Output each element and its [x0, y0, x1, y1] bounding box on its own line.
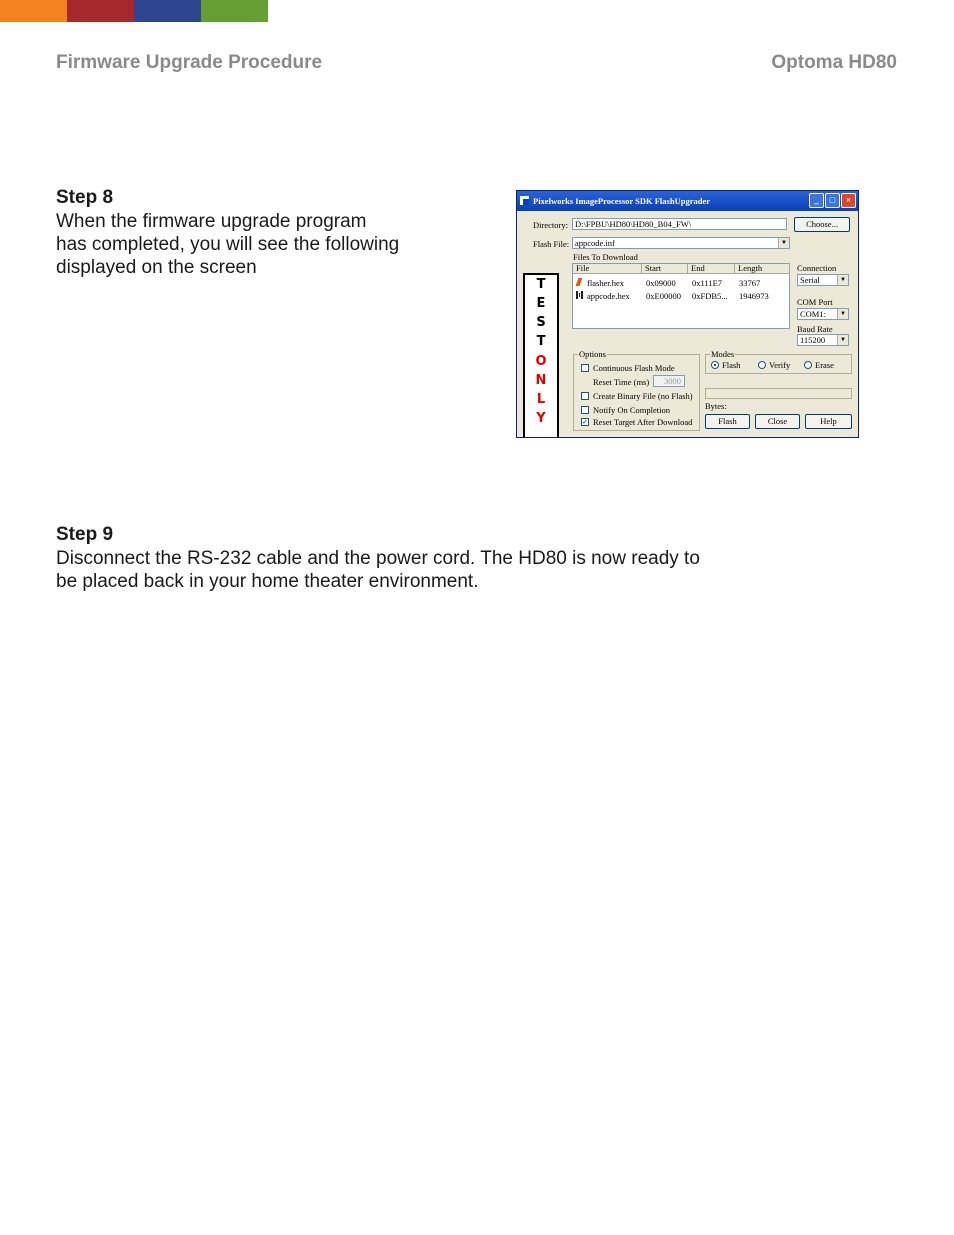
step8-line: displayed on the screen [56, 257, 257, 278]
row-end: 0x111E7 [692, 278, 723, 288]
mode-erase-radio[interactable] [804, 361, 812, 369]
notify-checkbox[interactable] [581, 406, 589, 414]
directory-label: Directory: [533, 220, 568, 230]
watermark-letter: L [536, 392, 546, 407]
row-length: 33767 [739, 278, 761, 288]
watermark-letter: S [536, 315, 546, 330]
flash-button[interactable]: Flash [705, 414, 750, 429]
row-file: appcode.hex [587, 291, 630, 301]
chevron-down-icon[interactable]: ▼ [837, 309, 848, 319]
row-file: flasher.hex [587, 278, 625, 288]
notify-label: Notify On Completion [593, 405, 670, 415]
step9-text [56, 547, 700, 593]
document-title: Firmware Upgrade Procedure [56, 52, 323, 73]
bytes-label: Bytes: [705, 401, 727, 411]
options-group [573, 349, 700, 431]
reset-time-input[interactable]: 3000 [653, 375, 685, 387]
baud-rate-select[interactable] [797, 334, 849, 346]
color-block-green [201, 0, 268, 22]
files-to-download-label: Files To Download [573, 252, 638, 262]
connection-select[interactable] [797, 274, 849, 286]
create-binary-checkbox[interactable] [581, 392, 589, 400]
maximize-icon[interactable]: □ [825, 193, 840, 208]
color-block-blue [134, 0, 201, 22]
step8-line: When the firmware upgrade program [56, 211, 367, 232]
product-name: Optoma HD80 [771, 52, 897, 73]
color-block-red [67, 0, 134, 22]
directory-input[interactable]: D:\FPBU\HD80\HD80_B04_FW\ [572, 218, 787, 230]
com-port-select[interactable] [797, 308, 849, 320]
chevron-down-icon[interactable]: ▼ [778, 238, 789, 248]
watermark-letter: Y [536, 411, 546, 426]
reset-target-label: Reset Target After Download [593, 417, 693, 427]
connection-value: Serial [800, 275, 820, 285]
flash-upgrader-dialog [516, 190, 859, 438]
options-label: Options [579, 349, 606, 359]
reset-time-label: Reset Time (ms) [593, 377, 650, 387]
baud-rate-value: 115200 [800, 335, 826, 345]
row-start: 0x09000 [646, 278, 676, 288]
modes-group [705, 349, 852, 374]
com-port-label: COM Port [797, 297, 833, 307]
step9-line: Disconnect the RS-232 cable and the power cord. The HD80 is now ready to [56, 548, 700, 569]
watermark-letter: T [536, 277, 546, 292]
step8-line: has completed, you will see the following [56, 234, 400, 255]
watermark-letter: E [536, 296, 546, 311]
app-icon [520, 196, 529, 205]
choose-button[interactable]: Choose... [794, 217, 850, 232]
flash-file-select[interactable] [572, 237, 790, 249]
mode-flash-radio[interactable] [711, 361, 719, 369]
help-button[interactable]: Help [805, 414, 852, 429]
watermark-letter: N [535, 373, 547, 388]
connection-label: Connection [797, 263, 837, 273]
column-header-length[interactable]: Length [735, 264, 790, 274]
row-length: 1946973 [739, 291, 769, 301]
column-header-end[interactable]: End [688, 264, 735, 274]
chip-file-icon [576, 291, 583, 299]
com-port-value: COM1: [800, 309, 826, 319]
column-header-file[interactable]: File [573, 264, 642, 274]
dialog-title-bar[interactable] [517, 191, 858, 211]
close-button[interactable]: Close [755, 414, 800, 429]
continuous-flash-label: Continuous Flash Mode [593, 363, 675, 373]
chevron-down-icon[interactable]: ▼ [837, 335, 848, 345]
flasher-file-icon [576, 278, 584, 286]
files-list[interactable] [572, 263, 790, 329]
reset-target-checkbox[interactable]: ✓ [582, 418, 588, 426]
step8-title: Step 8 [56, 187, 114, 208]
mode-erase-label: Erase [815, 360, 834, 370]
flash-file-value: appcode.inf [575, 238, 615, 248]
color-block-orange [0, 0, 67, 22]
row-end: 0xFDB5... [692, 291, 728, 301]
progress-bar [705, 388, 852, 399]
row-start: 0xE00000 [646, 291, 681, 301]
step9-line: be placed back in your home theater environment. [56, 571, 479, 592]
mode-flash-label: Flash [722, 360, 741, 370]
chevron-down-icon[interactable]: ▼ [837, 275, 848, 285]
mode-verify-radio[interactable] [758, 361, 766, 369]
watermark-letter: O [535, 354, 547, 369]
continuous-flash-checkbox[interactable] [581, 364, 589, 372]
test-only-watermark [523, 273, 559, 438]
baud-rate-label: Baud Rate [797, 324, 833, 334]
create-binary-label: Create Binary File (no Flash) [593, 391, 693, 401]
minimize-icon[interactable]: _ [809, 193, 824, 208]
close-icon[interactable]: × [841, 193, 856, 208]
modes-label: Modes [711, 349, 735, 359]
flash-file-label: Flash File: [533, 239, 570, 249]
step8-text [56, 210, 399, 279]
column-header-start[interactable]: Start [642, 264, 688, 274]
watermark-letter: T [536, 334, 546, 349]
mode-verify-label: Verify [769, 360, 791, 370]
dialog-title: Pixelworks ImageProcessor SDK FlashUpgrader [533, 196, 710, 206]
step9-title: Step 9 [56, 524, 114, 545]
header-color-bar [0, 0, 268, 22]
